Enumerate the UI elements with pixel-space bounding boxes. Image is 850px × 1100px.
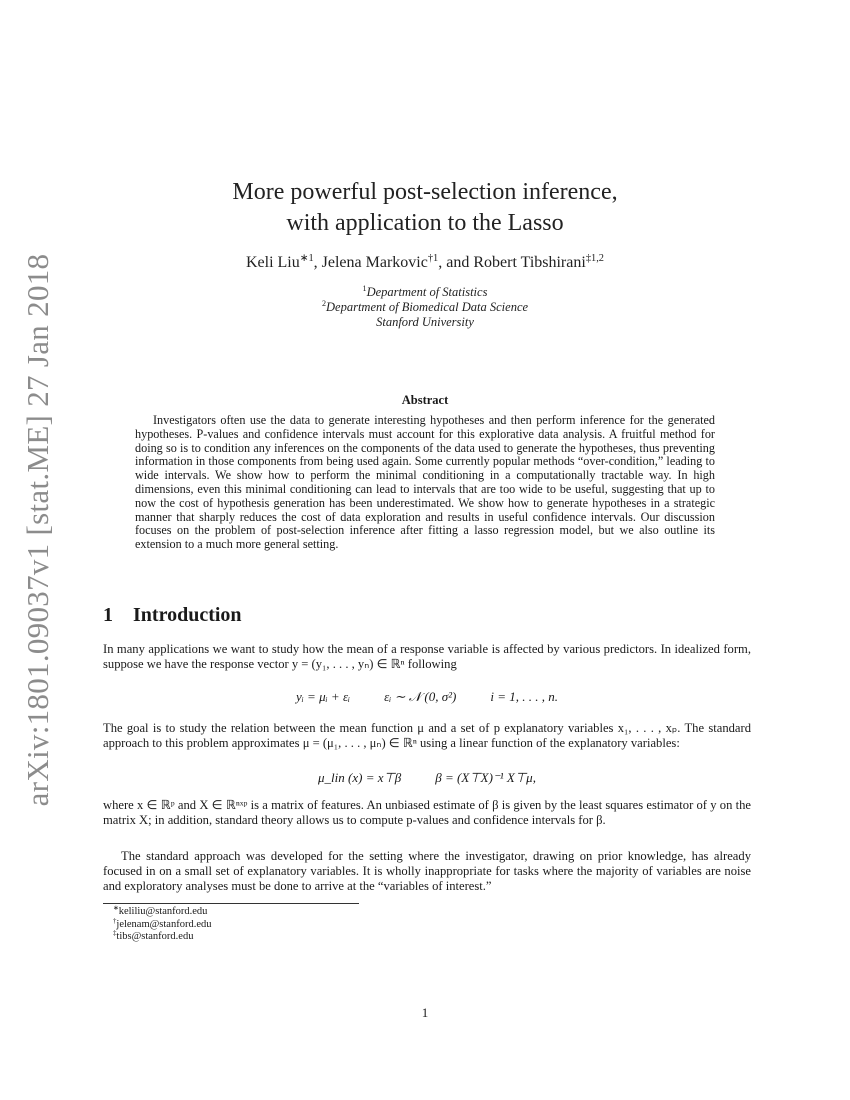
equation-1 — [103, 689, 751, 705]
footnote — [113, 919, 212, 932]
author-separator: , and — [438, 254, 474, 271]
title-line-2: with application to the Lasso — [286, 210, 564, 236]
equation-term: yᵢ = μᵢ + εᵢ — [295, 689, 351, 704]
affiliation-text: Department of Statistics — [366, 285, 488, 299]
footnote-mark: † — [113, 917, 117, 925]
section-heading — [103, 604, 242, 627]
arxiv-sidebar — [20, 253, 56, 807]
paper-title — [150, 177, 700, 239]
paragraph — [103, 642, 751, 672]
page-number: 1 — [421, 1005, 429, 1020]
author-list — [150, 254, 700, 272]
equation-term: i = 1, . . . , n. — [490, 689, 559, 704]
footnote-text: tibs@stanford.edu — [116, 931, 194, 942]
paragraph-text: where x ∈ ℝᵖ and X ∈ ℝⁿˣᵖ is a matrix of features. An unbiased estimate of β is given by the least squares estimator of y on the matrix X; in addition, standard theory allows us to compute p-values and confidence intervals for β. — [103, 798, 751, 827]
paragraph — [103, 721, 751, 751]
author-name: Keli Liu — [245, 254, 300, 271]
paragraph-text: In many applications we want to study how the mean of a response variable is affected by various predictors. In idealized form, suppose we have the response vector y = (y₁, . . . , yₙ) ∈ ℝⁿ following — [103, 642, 751, 671]
abstract-body — [135, 414, 715, 552]
author-affil-mark: †1 — [427, 252, 439, 264]
equation-2 — [103, 770, 751, 786]
footnotes — [113, 906, 212, 944]
paragraph — [103, 798, 751, 828]
arxiv-identifier: arXiv:1801.09037v1 [stat.ME] 27 Jan 2018 — [20, 253, 55, 807]
author-name: Robert Tibshirani — [473, 254, 586, 271]
affiliation — [150, 300, 700, 315]
section-number: 1 — [103, 604, 113, 626]
footnote-text: jelenam@stanford.edu — [116, 918, 212, 930]
affiliation-mark: 1 — [362, 284, 367, 294]
footnote-rule — [103, 903, 359, 904]
affiliation-mark: 2 — [321, 299, 327, 309]
section-title: Introduction — [133, 604, 242, 626]
affiliation — [150, 315, 700, 330]
author-separator: , — [313, 254, 322, 271]
abstract-text: Investigators often use the data to generate interesting hypotheses and then perform inference for the generated hypotheses. P-values and confidence intervals must account for this explorative data analysis. A fruitful method for doing so is to condition any inferences on the components of the data used to generate the hypotheses, thus preventing information in those components from being used again. Some currently popular methods “over-condition,” leading to wide intervals. We show how to perform the minimal conditioning in a computationally tractable way. In high dimensions, even this minimal conditioning can lead to intervals that are too wide to be useful, suggesting that up to now the cost of hypothesis generation has been underestimated. We show how to generate hypotheses in a strategic manner that sharply reduces the cost of data exploration and results in useful confidence intervals. Our discussion focuses on the problem of post-selection inference after fitting a lasso regression model, but we also outline its extension to a much more general setting. — [135, 413, 715, 552]
abstract-heading: Abstract — [401, 393, 449, 407]
footnote — [113, 931, 212, 944]
paragraph-text: The standard approach was developed for the setting where the investigator, drawing on prior knowledge, has already focused in on a small set of explanatory variables. It is wholly inappropriate for tasks where the majority of variables are noise and exploratory analyses must be done to arrive at the “variables of interest.” — [103, 849, 751, 893]
footnote-text: keliliu@stanford.edu — [118, 906, 208, 917]
paragraph-text: The goal is to study the relation between the mean function μ and a set of p explanatory variables x₁, . . . , xₚ. The standard approach to this problem approximates μ = (μ₁, . . . , μₙ) ∈ ℝⁿ using a linear function of the explanatory variables: — [103, 721, 751, 750]
affiliation — [150, 285, 700, 300]
title-line-1: More powerful post-selection inference, — [232, 179, 618, 205]
equation-term: μ_lin (x) = x⊤β — [318, 770, 402, 785]
author-affil-mark: ‡1,2 — [585, 252, 604, 264]
affiliation-text: Department of Biomedical Data Science — [326, 300, 529, 314]
paragraph — [103, 849, 751, 894]
footnote-mark: ‡ — [113, 929, 117, 937]
equation-term: εᵢ ∼ 𝒩 (0, σ²) — [384, 689, 457, 704]
footnote-mark: ∗ — [113, 904, 119, 912]
author-affil-mark: ∗1 — [299, 252, 314, 264]
affiliation-text: Stanford University — [376, 315, 474, 329]
equation-term: β = (X⊤X)⁻¹ X⊤μ, — [435, 770, 536, 785]
author-name: Jelena Markovic — [321, 254, 428, 271]
footnote — [113, 906, 212, 919]
